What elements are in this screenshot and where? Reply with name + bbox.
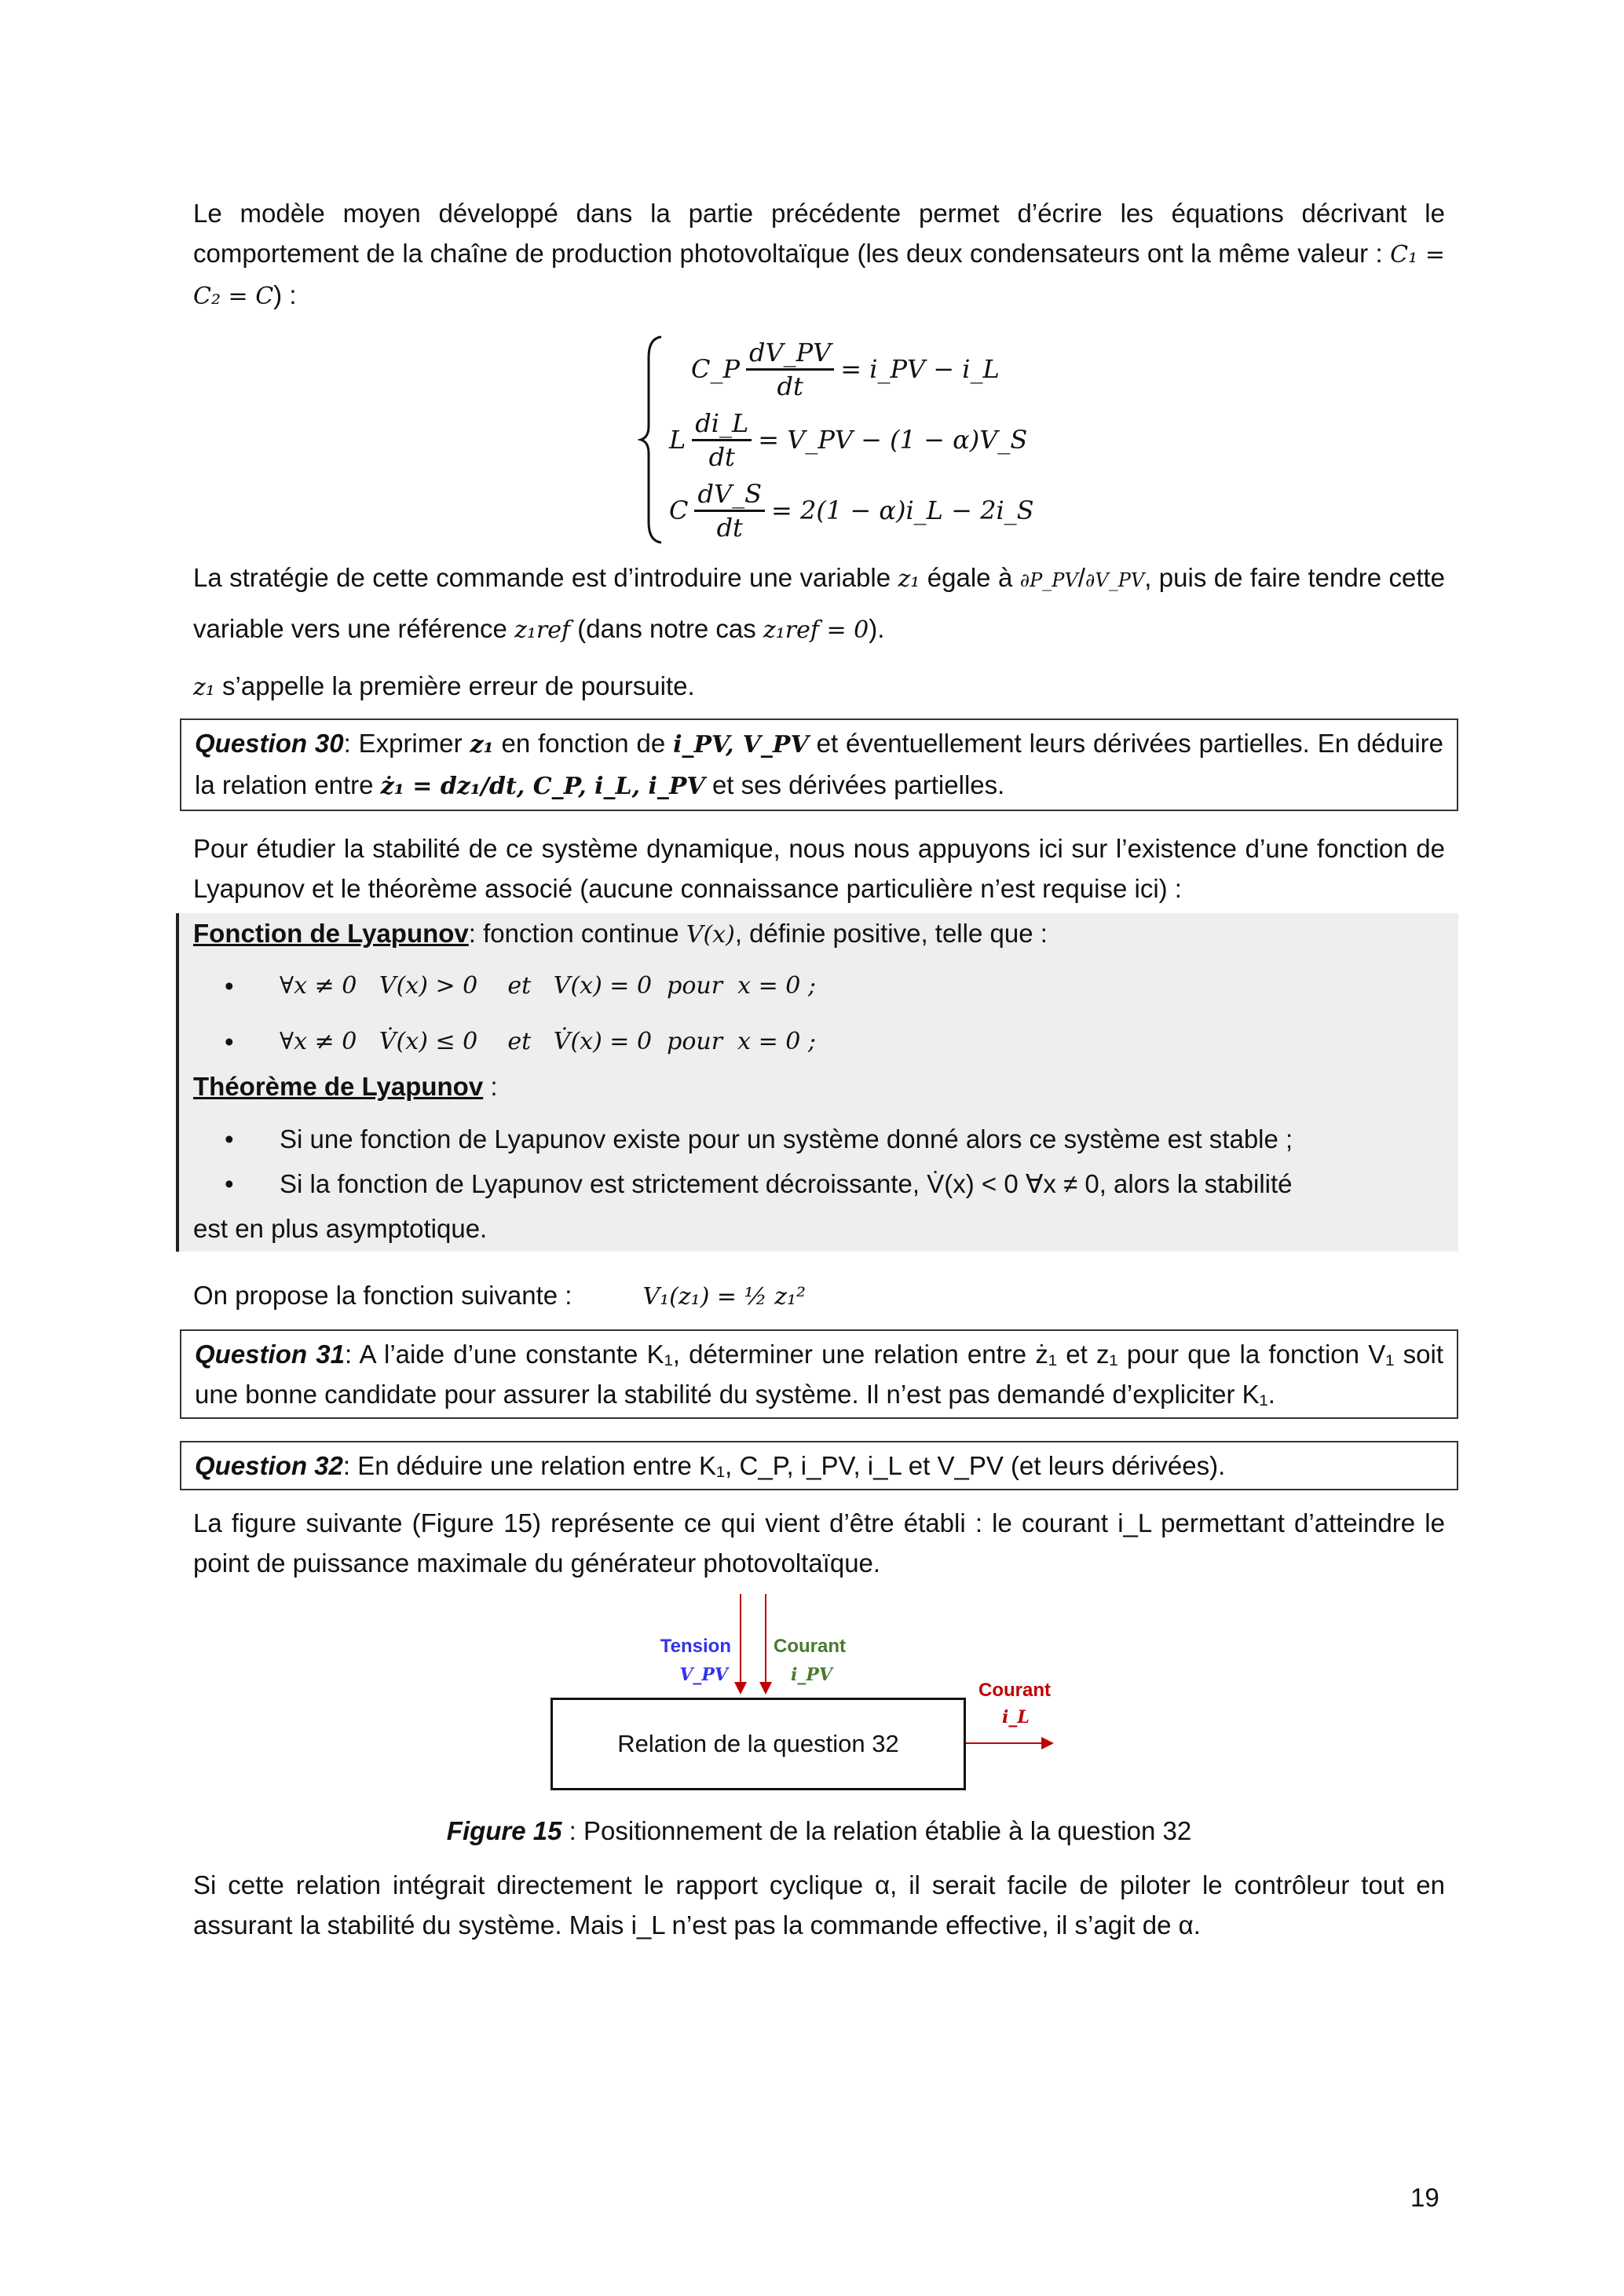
lyapunov-bullet: • ∀x ≠ 0 V̇(x) ≤ 0 et V̇(x) = 0 pour x = 0 ;: [225, 1027, 816, 1056]
equation-3: C $\frac{dV\_S}{dt}$ = 2(1 − α)i_L − 2i_S: [669, 478, 1034, 543]
tension-label: Tension: [660, 1636, 731, 1657]
figure-intro-paragraph: La figure suivante (Figure 15) représente ce qui vient d’être établi : le courant i_L permettant d’atteindre le point de puissance maximale du générateur photovoltaïque.: [193, 1508, 1445, 1578]
relation-box: Relation de la question 32: [550, 1698, 966, 1790]
closing-paragraph: Si cette relation intégrait directement le rapport cyclique α, il serait facile de piloter le contrôleur tout en assurant la stabilité du système. Mais i_L n’est pas la commande effective, il s’agit de α.: [193, 1870, 1445, 1940]
il-label: i_L: [1002, 1707, 1030, 1727]
figure-15: [180, 1594, 1458, 1790]
intro-paragraph: Le modèle moyen développé dans la partie précédente permet d’écrire les équations décrivant le comportement de la chaîne de production photovoltaïque (les deux condensateurs ont la même valeur : C₁ = C₂ = C) :: [193, 199, 1446, 310]
question-31-box: Question 31: A l’aide d’une constante K₁, déterminer une relation entre ż₁ et z₁ pour que la fonction V₁ soit une bonne candidate pour assurer la stabilité du système. Il n’est pas demandé d’expliciter K₁.: [180, 1329, 1458, 1419]
lyapunov-theorem-title: Théorème de Lyapunov :: [193, 1072, 498, 1101]
question-30-box: Question 30: Exprimer z₁ en fonction de i_PV, V_PV et éventuellement leurs dérivées partielles. En déduire la relation entre ż₁ = dz₁/dt, C_P, i_L, i_PV et ses dérivées partielles.: [180, 718, 1458, 811]
page-number: 19: [1410, 2183, 1439, 2212]
courant-out-label: Courant: [978, 1680, 1051, 1701]
vpv-label: V_PV: [679, 1665, 728, 1685]
ipv-label: i_PV: [791, 1665, 832, 1685]
courant-in-label: Courant: [774, 1636, 846, 1657]
brace: [638, 334, 666, 546]
equation-1: C_P $\frac{dV\_PV}{dt}$ = i_PV − i_L: [691, 337, 1000, 401]
theorem-end: est en plus asymptotique.: [193, 1214, 488, 1243]
strategy-paragraph: La stratégie de cette commande est d’introduire une variable z₁ égale à ∂P_PV/∂V_PV, puis de faire tendre cette variable vers une référence z₁ref (dans notre cas z₁ref = 0).: [193, 563, 1446, 644]
lyapunov-bullet: • ∀x ≠ 0 V(x) > 0 et V(x) = 0 pour x = 0 ;: [225, 971, 816, 1000]
lyapunov-definition: Fonction de Lyapunov: fonction continue V(x), définie positive, telle que :: [193, 919, 1048, 949]
figure-caption: Figure 15 : Positionnement de la relation établie à la question 32: [446, 1816, 1192, 1845]
z1-line: z₁ s’appelle la première erreur de poursuite.: [193, 671, 695, 701]
equation-system: [638, 334, 1077, 546]
proposed-function: On propose la fonction suivante : V₁(z₁) = ½ z₁²: [193, 1281, 807, 1311]
theorem-bullet: • Si la fonction de Lyapunov est strictement décroissante, V̇(x) < 0 ∀x ≠ 0, alors la stabilité: [225, 1169, 1293, 1198]
lyapunov-box: [176, 913, 1458, 1252]
equation-2: L $\frac{di\_L}{dt}$ = V_PV − (1 − α)V_S: [669, 408, 1028, 472]
lyapunov-intro: Pour étudier la stabilité de ce système dynamique, nous nous appuyons ici sur l’existence d’une fonction de Lyapunov et le théorème associé (aucune connaissance particulière n’est requise ici) :: [193, 834, 1445, 903]
theorem-bullet: • Si une fonction de Lyapunov existe pour un système donné alors ce système est stable ;: [225, 1124, 1293, 1153]
question-32-box: Question 32: En déduire une relation entre K₁, C_P, i_PV, i_L et V_PV (et leurs dérivées).: [180, 1441, 1458, 1490]
